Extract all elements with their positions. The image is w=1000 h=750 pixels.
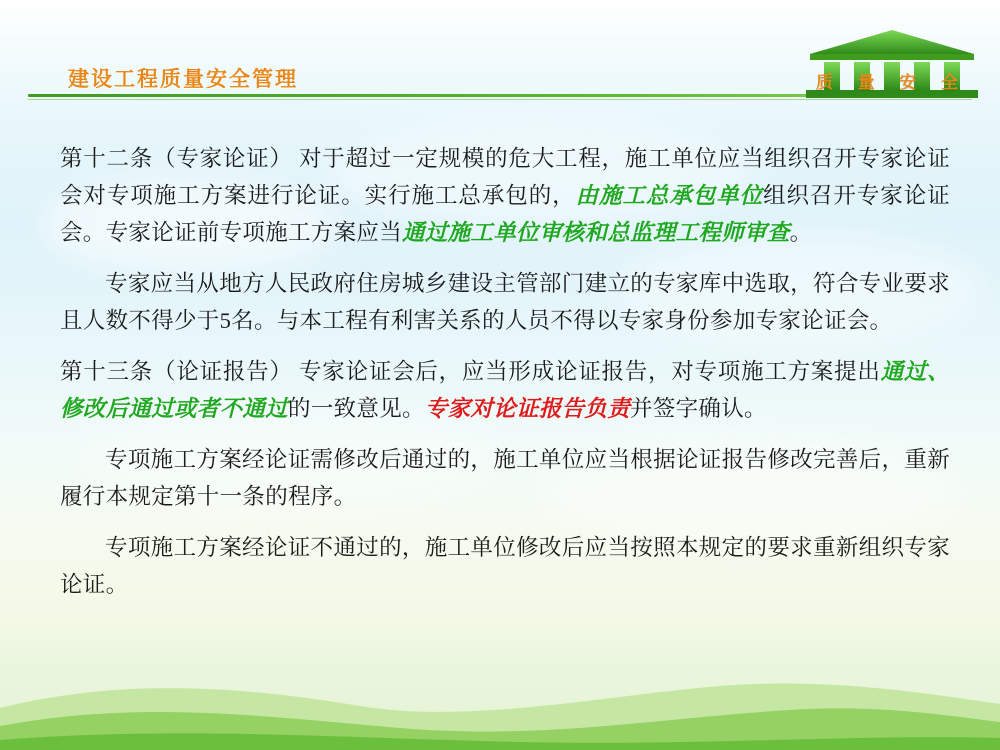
page-title: 建设工程质量安全管理 (68, 68, 298, 91)
institution-logo-icon (802, 28, 982, 100)
paragraph-article-13-p3 (60, 529, 950, 603)
paragraph-article-13-p2 (60, 441, 950, 515)
body-text: 第十三条（论证报告） 专家论证会后，应当形成论证报告，对专项施工方案提出 (60, 359, 881, 384)
paragraph-article-12-p2 (60, 265, 950, 339)
body-text: 第十二条（专家论证） 对于超过一定规模的危大工程，施工单位应当组织召开专家论证会对专项施工方案进行论证。实行施工总承包的， (60, 146, 950, 208)
logo-label: 质 量 安 全 (815, 73, 969, 92)
highlight-green-text: 由施工总承包单位 (575, 183, 764, 208)
paragraph-article-12 (60, 140, 950, 251)
paragraph-article-13 (60, 353, 950, 427)
slide-body (60, 140, 950, 609)
body-text: 并签字确认。 (630, 396, 767, 421)
body-text: 组织召开专家论证会。专家论证前专项施工方案应当 (60, 183, 950, 245)
highlight-green-text: 通过、修改后通过或者不通过 (60, 359, 950, 421)
body-text: 。 (789, 220, 813, 245)
highlight-green-text: 通过施工单位审核和总监理工程师审查 (402, 220, 790, 245)
slide-header (0, 0, 1000, 104)
hill-decoration (0, 630, 1000, 750)
body-text: 专项施工方案经论证需修改后通过的，施工单位应当根据论证报告修改完善后，重新履行本规定第十一条的程序。 (60, 447, 950, 509)
body-text: 专家应当从地方人民政府住房城乡建设主管部门建立的专家库中选取，符合专业要求且人数不得少于5名。与本工程有利害关系的人员不得以专家身份参加专家论证会。 (60, 271, 950, 333)
highlight-red-text: 专家对论证报告负责 (424, 396, 631, 421)
body-text: 的一致意见。 (288, 396, 425, 421)
body-text: 专项施工方案经论证不通过的，施工单位修改后应当按照本规定的要求重新组织专家论证。 (60, 535, 950, 597)
